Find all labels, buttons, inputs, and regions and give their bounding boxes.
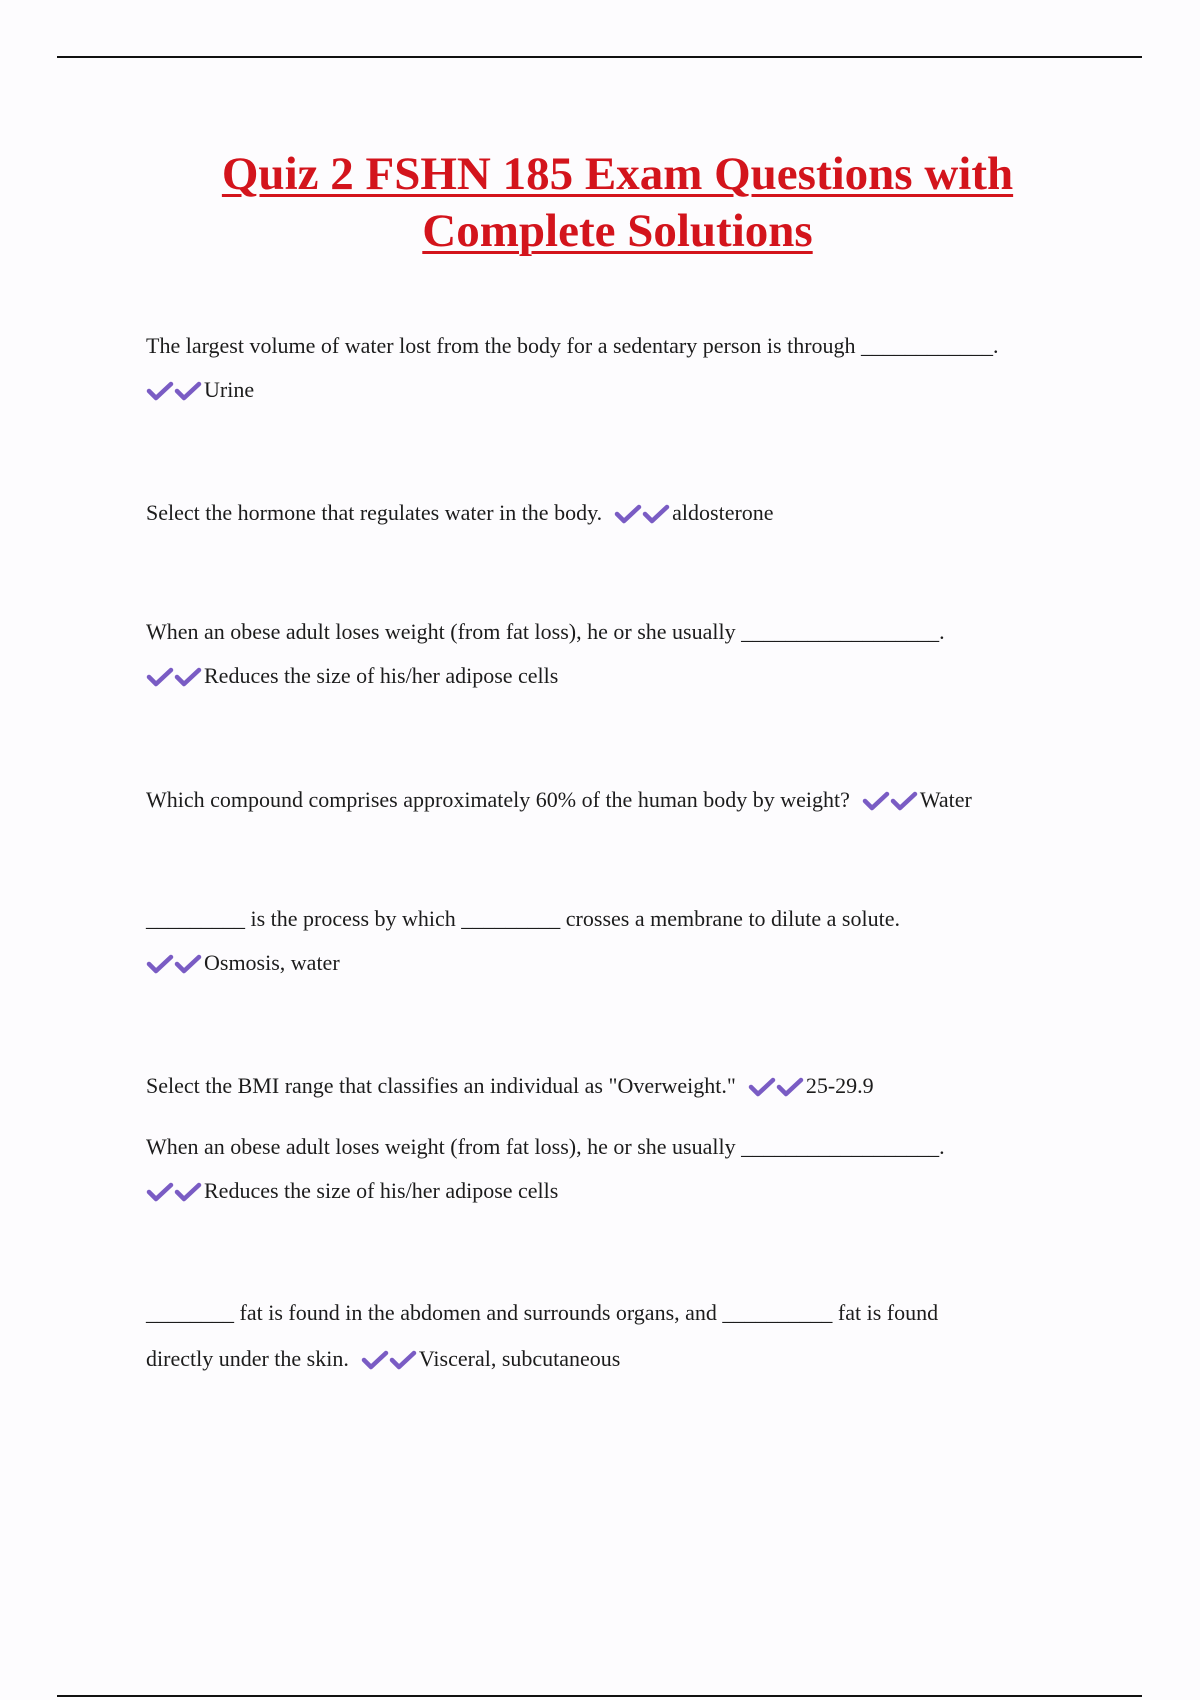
double-check-icon [146,656,202,700]
answer-text: Water [919,787,972,812]
question-text: The largest volume of water lost from the body for a sedentary person is through ____________. [146,333,999,358]
question-text: _________ is the process by which _________ crosses a membrane to dilute a solute. [146,906,900,931]
answer-text: Visceral, subcutaneous [418,1346,621,1371]
title-line-2: Complete Solutions [422,205,813,257]
answer-text: Reduces the size of his/her adipose cells [204,1178,559,1203]
page-title [0,146,1200,260]
qa-item-4 [146,778,972,822]
double-check-icon [614,493,670,537]
answer-text: 25-29.9 [805,1073,874,1098]
top-rule [57,56,1142,58]
question-text: Select the BMI range that classifies an individual as "Overweight." [146,1073,736,1098]
answer-text: Urine [204,377,255,402]
question-text: Which compound comprises approximately 60% of the human body by weight? [146,787,850,812]
qa-item-5 [146,897,900,985]
double-check-icon [146,943,202,987]
question-text: Select the hormone that regulates water in the body. [146,500,603,525]
title-line-1: Quiz 2 FSHN 185 Exam Questions with [221,148,1014,200]
double-check-icon [146,370,202,414]
question-text-line-2: directly under the skin. [146,1346,349,1371]
qa-item-2 [146,491,774,535]
answer-text: aldosterone [672,500,774,525]
qa-item-6 [146,1064,874,1108]
qa-item-8 [146,1290,938,1382]
answer-text: Reduces the size of his/her adipose cells [204,663,559,688]
double-check-icon [146,1171,202,1215]
double-check-icon [361,1338,417,1384]
qa-item-7 [146,1125,945,1213]
question-text-line-1: ________ fat is found in the abdomen and surrounds organs, and __________ fat is found [146,1300,939,1325]
double-check-icon [748,1066,804,1110]
qa-item-3 [146,610,945,698]
answer-text: Osmosis, water [204,950,340,975]
question-text: When an obese adult loses weight (from fat loss), he or she usually __________________. [146,619,945,644]
bottom-rule [57,1695,1142,1697]
double-check-icon [862,780,918,824]
qa-item-1 [146,324,999,412]
question-text: When an obese adult loses weight (from fat loss), he or she usually __________________. [146,1134,945,1159]
